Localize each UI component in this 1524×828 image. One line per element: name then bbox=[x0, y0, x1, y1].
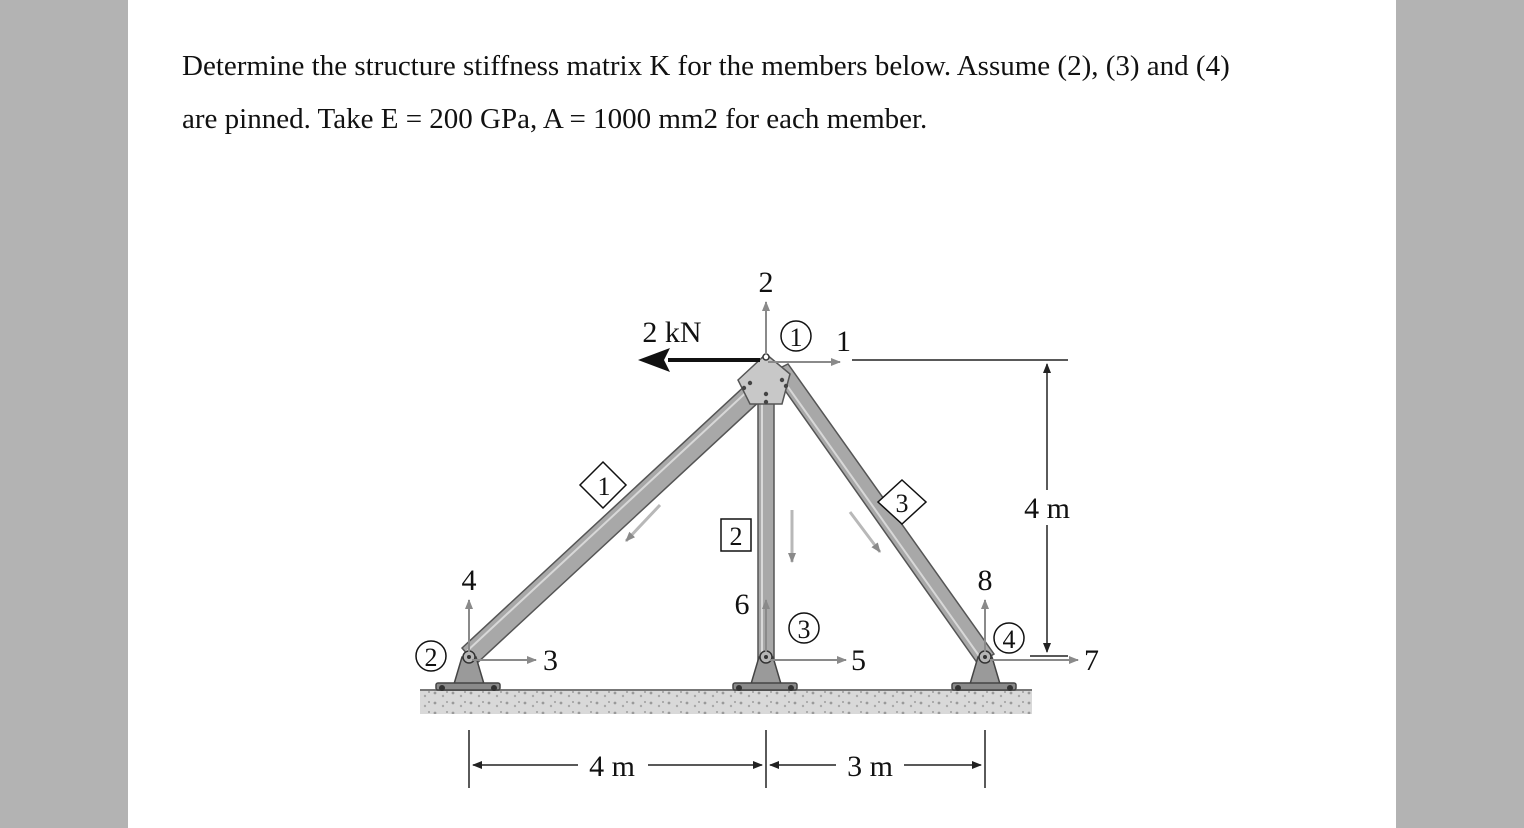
dof-label-6: 6 bbox=[734, 588, 750, 621]
svg-text:2: 2 bbox=[729, 522, 743, 551]
load-label: 2 kN bbox=[642, 316, 702, 349]
left-span-label: 4 m bbox=[589, 750, 635, 783]
dof-label-7: 7 bbox=[1084, 644, 1099, 677]
svg-text:4: 4 bbox=[1002, 625, 1016, 654]
node-label-3 bbox=[789, 613, 819, 644]
right-span-label: 3 m bbox=[847, 750, 893, 783]
dof-label-2: 2 bbox=[758, 266, 774, 299]
support-node-3 bbox=[733, 651, 797, 691]
svg-text:1: 1 bbox=[789, 323, 803, 352]
member-direction-arrows bbox=[626, 505, 880, 562]
node-label-1 bbox=[781, 321, 811, 352]
problem-line-2: are pinned. Take E = 200 GPa, A = 1000 mm2 for each member. bbox=[182, 103, 928, 135]
svg-text:1: 1 bbox=[597, 472, 611, 501]
member-label-1 bbox=[580, 462, 626, 508]
svg-text:2: 2 bbox=[424, 643, 438, 672]
support-node-4 bbox=[952, 651, 1016, 691]
member-1 bbox=[462, 370, 776, 664]
dof-label-8: 8 bbox=[977, 564, 993, 597]
height-dimension-label: 4 m bbox=[1024, 492, 1070, 525]
truss-figure bbox=[128, 0, 1396, 828]
dof-label-5: 5 bbox=[851, 644, 866, 677]
document-page bbox=[128, 0, 1396, 828]
dof-label-1: 1 bbox=[836, 325, 851, 358]
dof-label-4: 4 bbox=[461, 564, 477, 597]
svg-text:3: 3 bbox=[895, 489, 909, 518]
problem-line-1: Determine the structure stiffness matrix K for the members below. Assume (2), (3) and (4) bbox=[182, 50, 1230, 82]
dof-label-3: 3 bbox=[543, 644, 558, 677]
node-label-2 bbox=[416, 641, 446, 672]
span-dimensions bbox=[469, 730, 985, 788]
load-arrow bbox=[638, 348, 760, 372]
svg-text:3: 3 bbox=[797, 615, 811, 644]
node-label-4 bbox=[994, 623, 1024, 654]
ground bbox=[420, 690, 1032, 714]
member-label-2 bbox=[721, 519, 751, 551]
